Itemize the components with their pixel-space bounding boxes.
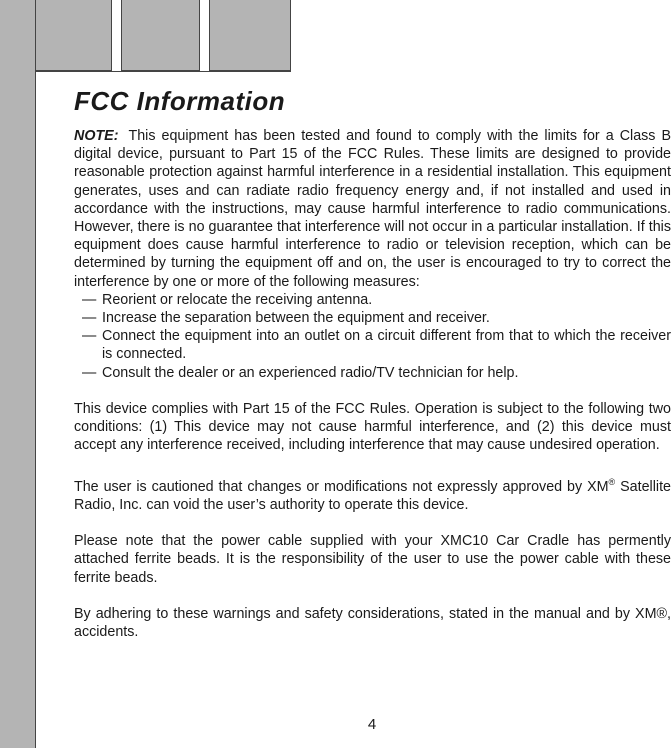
caution-text-end: Satellite Radio, Inc. can void the user’s authority to operate this device. — [74, 478, 671, 513]
list-item-text: Increase the separation between the equipment and receiver. — [102, 310, 490, 327]
list-dash: — — [82, 291, 97, 308]
header-rule — [35, 71, 291, 72]
caution-paragraph — [74, 473, 671, 514]
ferrite-paragraph: Please note that the power cable supplied with your XMC10 Car Cradle has permently attached ferrite beads. It is the responsibility of the user to use the power cable with these ferrite beads. — [74, 533, 671, 586]
registered-mark: ® — [608, 476, 616, 487]
caution-text-start: The user is cautioned that changes or modifications not expressly approved by XM — [74, 478, 609, 495]
header-tab-3 — [209, 0, 291, 71]
list-dash: — — [82, 310, 97, 327]
list-item-text: Consult the dealer or an experienced radio/TV technician for help. — [102, 364, 519, 381]
measures-list — [82, 291, 671, 382]
list-item — [82, 309, 671, 327]
note-label: NOTE: — [74, 128, 119, 144]
note-text: This equipment has been tested and found to comply with the limits for a Class B digital device, pursuant to Part 15 of the FCC Rules. These limits are designed to provide reasonable protection against harmful interference in a residential installation. This equipment generates, uses and can radiate radio frequency energy and, if not installed and used in accordance with the instructions, may cause harmful interference to radio communications. However, there is no guarantee that interference will not occur in a particular installation. If this equipment does cause harmful interference to radio or television reception, which can be determined by turning the equipment off and on, the user is encouraged to try to correct the interference by one or more of the following measures: — [74, 128, 671, 290]
list-item — [82, 364, 671, 382]
list-dash: — — [82, 364, 97, 381]
list-item-text: Connect the equipment into an outlet on a circuit different from that to which the receiver is connected. — [102, 328, 671, 363]
list-item — [82, 327, 671, 363]
header-tab-1 — [35, 0, 112, 71]
note-paragraph — [74, 127, 671, 291]
page-title: FCC Information — [74, 86, 286, 116]
header-tab-2 — [121, 0, 200, 71]
fcc-content — [74, 127, 671, 641]
safety-paragraph: By adhering to these warnings and safety considerations, stated in the manual and by XM®, accidents. — [74, 605, 671, 641]
side-strip — [0, 0, 36, 748]
list-dash: — — [82, 328, 97, 345]
compliance-paragraph: This device complies with Part 15 of the FCC Rules. Operation is subject to the following two conditions: (1) This device may not cause harmful interference, and (2) this device must accept any interference received, including interference that may cause undesired operation. — [74, 401, 671, 454]
list-item — [82, 291, 671, 309]
list-item-text: Reorient or relocate the receiving antenna. — [102, 291, 373, 308]
page-number: 4 — [367, 716, 377, 733]
